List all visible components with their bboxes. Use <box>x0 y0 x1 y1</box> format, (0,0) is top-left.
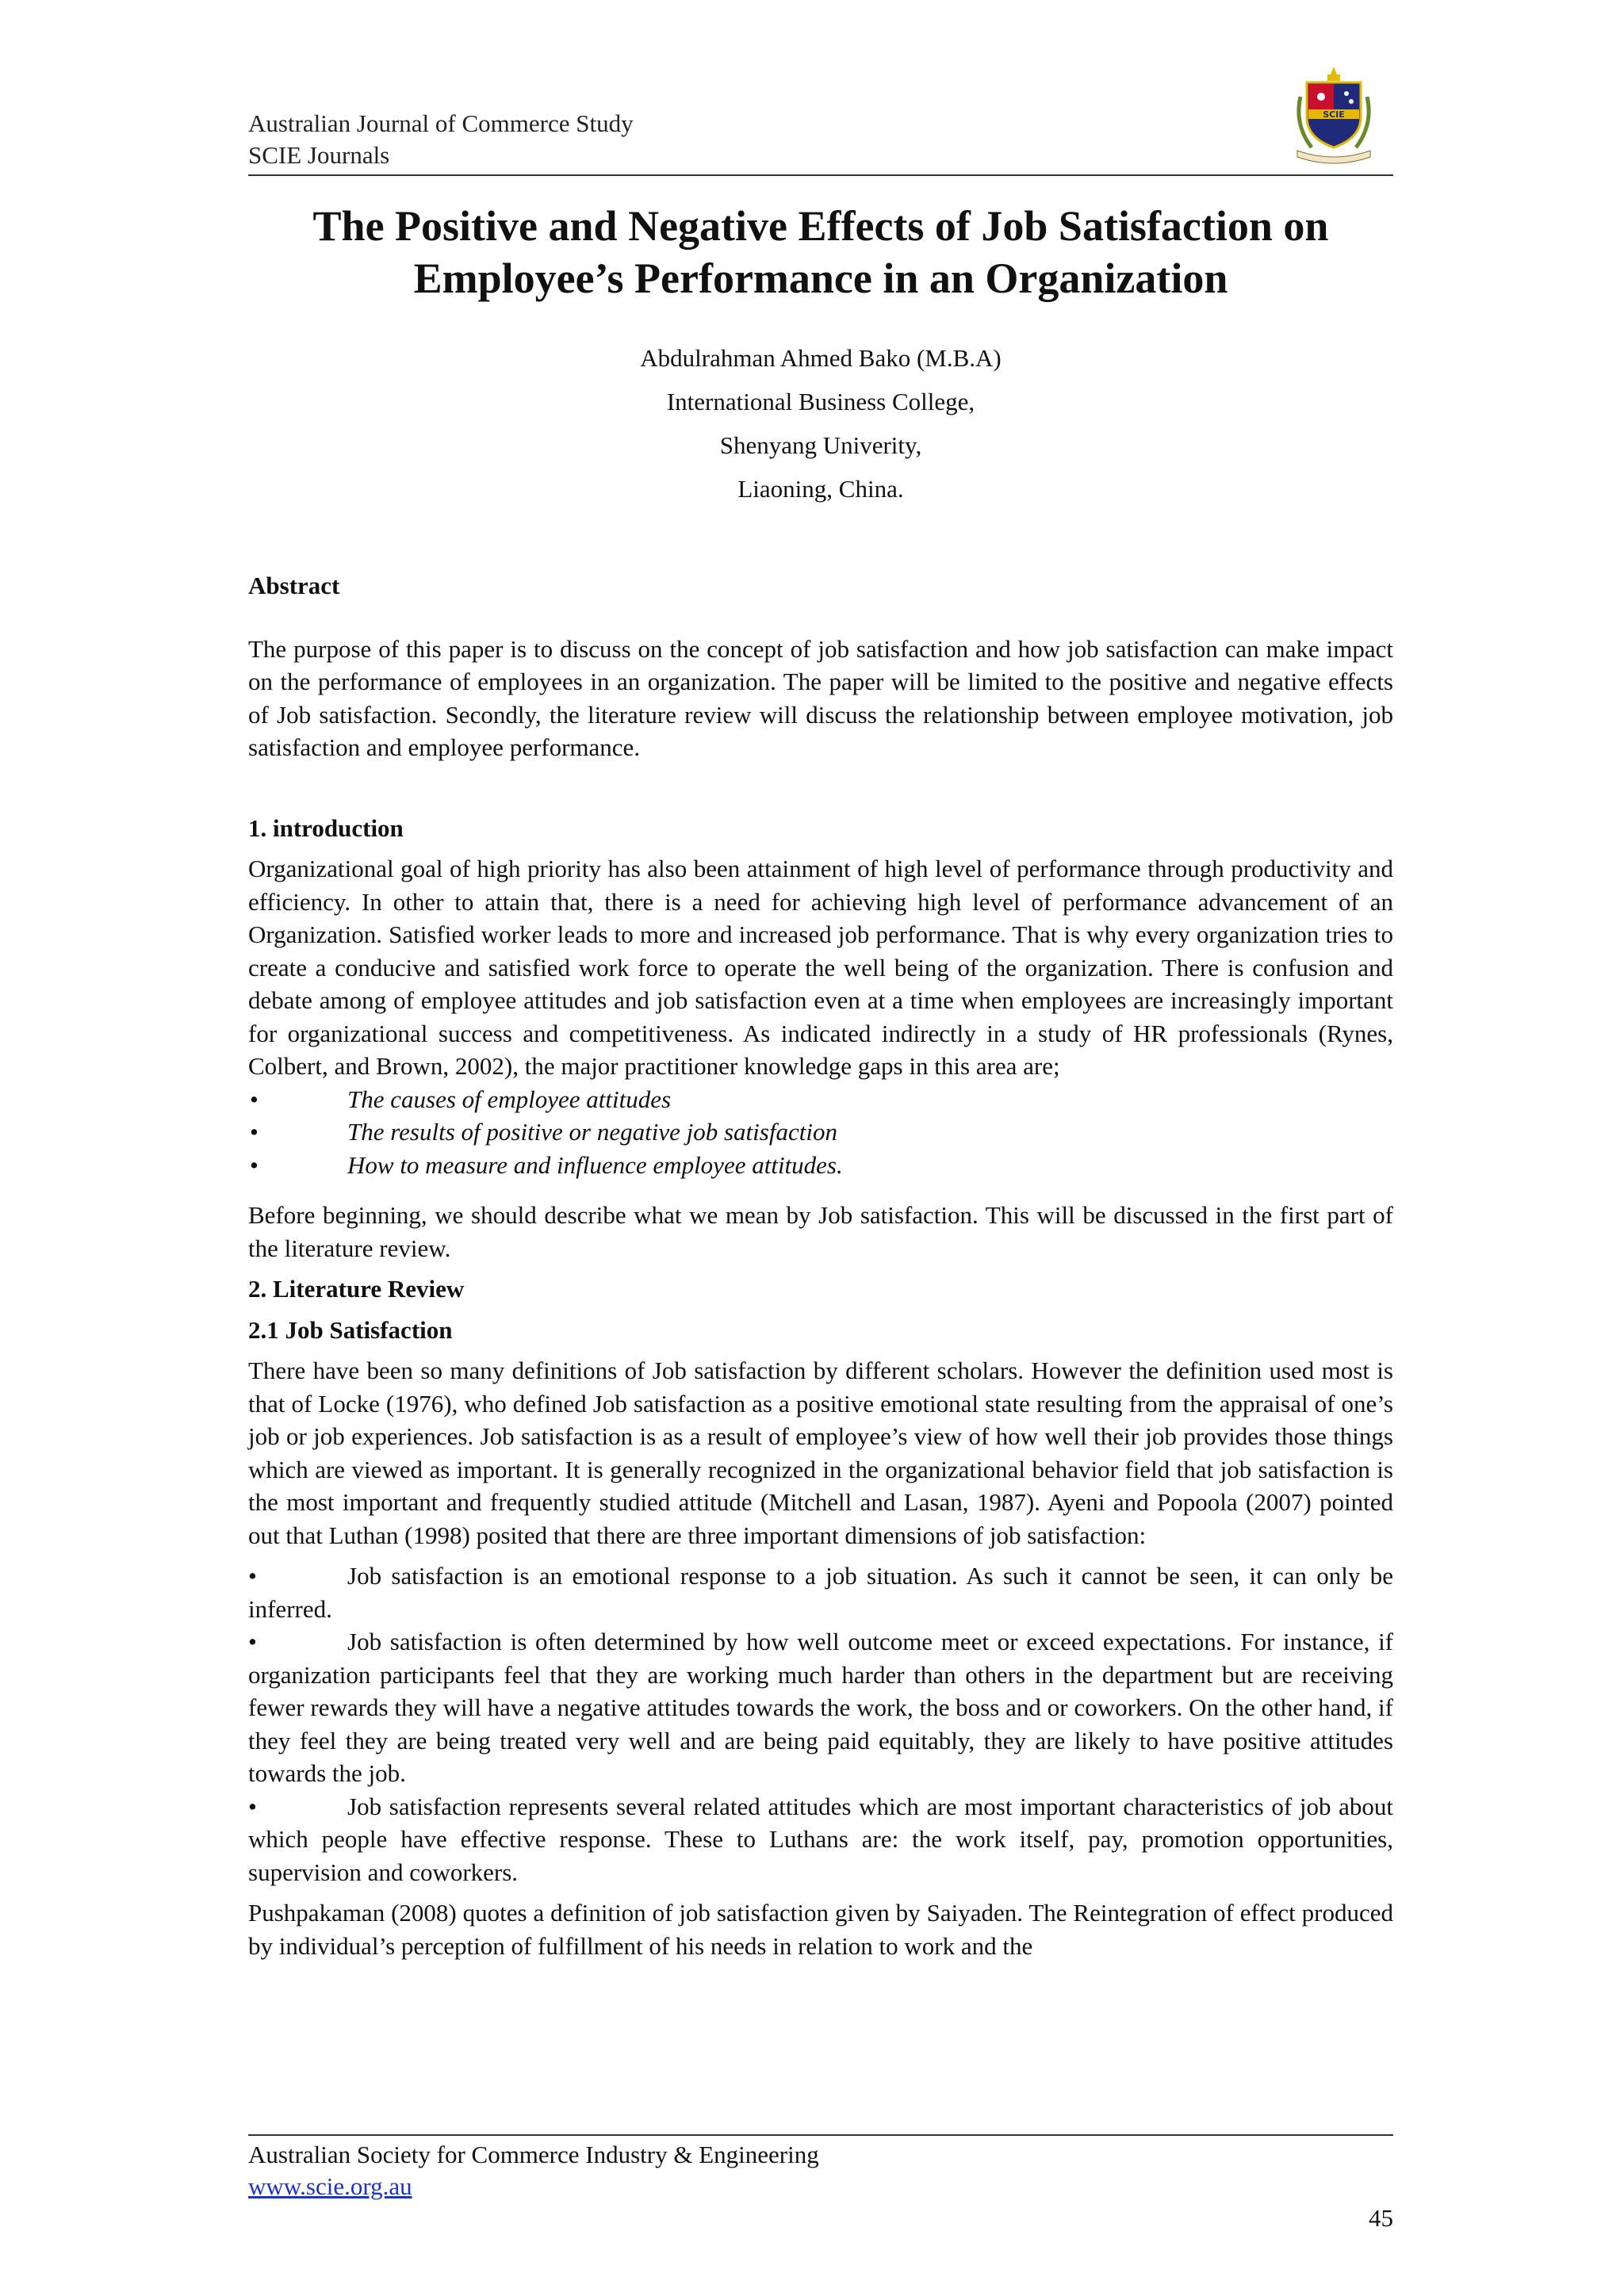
literature-paragraph-2: Pushpakaman (2008) quotes a definition of job satisfaction given by Saiyaden. The Reintegration of effect produced by individual’s perception of fulfillment of his needs in relation to work and the <box>248 1899 1393 1960</box>
section-1-heading: 1. introduction <box>248 813 404 842</box>
page-number: 45 <box>1369 2204 1393 2232</box>
intro-paragraph-1: Organizational goal of high priority has also been attainment of high level of performance through productivity and efficiency. In other to attain that, there is a need for achieving high level of performance advancement of an Organization. Satisfied worker leads to more and increased job performance. That is why every organization tries to create a conducive and satisfied work force to operate the well being of the organization. There is confusion and debate among of employee attitudes and job satisfaction even at a time when employees are increasingly important for organizational success and competitiveness. As indicated indirectly in a study of HR professionals (Rynes, Colbert, and Brown, 2002), the major practitioner knowledge gaps in this area are; <box>248 855 1393 1080</box>
author-name: Abdulrahman Ahmed Bako (M.B.A) <box>640 344 1002 372</box>
author-affiliation-3: Liaoning, China. <box>737 475 904 503</box>
intro-paragraph-2: Before beginning, we should describe what we mean by Job satisfaction. This will be discussed in the first part of the literature review. <box>248 1201 1393 1262</box>
intro-bullet-list <box>248 1083 1393 1182</box>
abstract-heading: Abstract <box>248 572 340 599</box>
list-item: • How to measure and influence employee attitudes. <box>248 1149 1393 1182</box>
bullet-icon: • <box>250 1085 259 1113</box>
literature-paragraph-1: There have been so many definitions of Job satisfaction by different scholars. However the definition used most is that of Locke (1976), who defined Job satisfaction as a positive emotional state resulting from the appraisal of one’s job or job experiences. Job satisfaction is as a result of employee’s view of how well their job provides those things which are viewed as important. It is generally recognized in the organizational behavior field that job satisfaction is the most important and frequently studied attitude (Mitchell and Lasan, 1987). Ayeni and Popoola (2007) pointed out that Luthan (1998) posited that there are three important dimensions of job satisfaction: <box>248 1357 1393 1549</box>
footer-url-link[interactable]: www.scie.org.au <box>248 2172 412 2200</box>
list-item: • The results of positive or negative job satisfaction <box>248 1115 1393 1149</box>
bullet-icon: • <box>250 1150 259 1179</box>
title-line-2: Employee’s Performance in an Organization <box>413 254 1228 302</box>
logo-lettering: SCIE <box>1323 109 1345 120</box>
footer-rule <box>248 2134 1393 2136</box>
paper-body <box>248 569 1393 1962</box>
section-2-1-heading: 2.1 Job Satisfaction <box>248 1315 453 1344</box>
scie-logo <box>1291 65 1377 166</box>
literature-bullet-list <box>248 1559 1393 1888</box>
running-header <box>248 108 634 171</box>
paper-title <box>248 200 1393 304</box>
list-item: • Job satisfaction represents several related attitudes which are most important characteristics of job about which people have effective response. These to Luthans are: the work itself, pay, promotion opportunities, supervision and coworkers. <box>248 1790 1393 1889</box>
bullet-icon: • <box>248 1792 257 1820</box>
title-line-1: The Positive and Negative Effects of Job Satisfaction on <box>312 202 1329 250</box>
abstract-text: The purpose of this paper is to discuss on the concept of job satisfaction and how job satisfaction can make impact on the performance of employees in an organization. The paper will be limited to the positive and negative effects of Job satisfaction. Secondly, the literature review will discuss the relationship between employee motivation, job satisfaction and employee performance. <box>248 634 1393 761</box>
list-item: • The causes of employee attitudes <box>248 1083 1393 1116</box>
author-affiliation-2: Shenyang Univerity, <box>719 431 922 459</box>
page-footer <box>248 2139 819 2202</box>
section-2-heading: 2. Literature Review <box>248 1275 465 1303</box>
bullet-icon: • <box>248 1628 257 1655</box>
author-affiliation-1: International Business College, <box>666 388 975 415</box>
bullet-icon: • <box>248 1562 257 1590</box>
publisher-name: SCIE Journals <box>248 141 390 169</box>
header-rule <box>248 174 1393 176</box>
footer-society: Australian Society for Commerce Industry & Engineering <box>248 2141 819 2168</box>
list-item: • Job satisfaction is often determined by how well outcome meet or exceed expectations. For instance, if organization participants feel that they are working much harder than others in the department but are receiving fewer rewards they will have a negative attitudes towards the work, the boss and or coworkers. On the other hand, if they feel they are being treated very well and are being paid equitably, they are likely to have positive attitudes towards the job. <box>248 1625 1393 1790</box>
list-item: • Job satisfaction is an emotional response to a job situation. As such it cannot be seen, it can only be inferred. <box>248 1559 1393 1625</box>
author-block <box>248 336 1393 511</box>
bullet-icon: • <box>250 1118 259 1146</box>
journal-name: Australian Journal of Commerce Study <box>248 109 634 137</box>
